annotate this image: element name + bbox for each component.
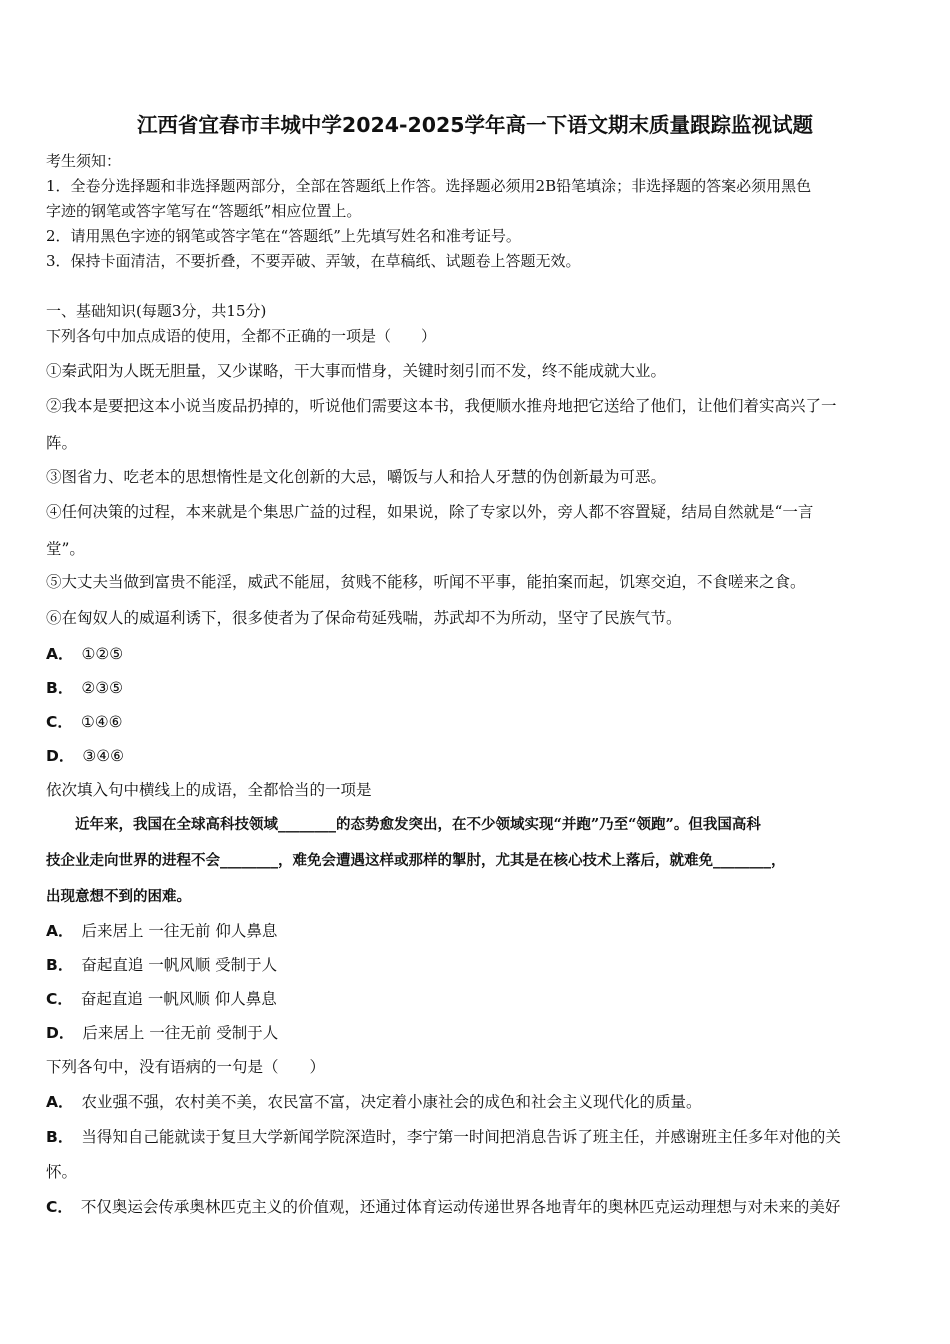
option-c[interactable] bbox=[46, 711, 916, 733]
question-line: ⑤大丈夫当做到富贵不能淫，威武不能屈，贫贱不能移，听闻不平事，能拍案而起，饥寒交迫，不食嗟来之食。 bbox=[46, 573, 806, 591]
option-text: 农业强不强，农村美不美，农民富不富，决定着小康社会的成色和社会主义现代化的质量。 bbox=[81, 1093, 702, 1111]
passage-line: 出现意想不到的困难。 bbox=[46, 888, 191, 905]
option-label: A． bbox=[46, 645, 74, 663]
question-line: ②我本是要把这本小说当废品扔掉的，听说他们需要这本书，我便顺水推舟地把它送给了他们，让他们着实高兴了一 bbox=[46, 397, 837, 415]
option-text: ①④⑥ bbox=[80, 713, 123, 731]
notice-heading: 考生须知： bbox=[46, 152, 122, 170]
option-b[interactable] bbox=[46, 954, 916, 976]
option-text: 后来居上 一往无前 仰人鼻息 bbox=[81, 922, 278, 940]
passage-line: 近年来，我国在全球高科技领域________的态势愈发突出，在不少领域实现“并跑”乃至“领跑”。但我国高科 bbox=[46, 816, 761, 833]
option-label: D． bbox=[46, 1024, 75, 1042]
option-b[interactable] bbox=[46, 677, 916, 699]
passage-line: 技企业走向世界的进程不会________，难免会遭遇这样或那样的掣肘，尤其是在核心技术上落后，就难免________， bbox=[46, 852, 786, 869]
option-a[interactable] bbox=[46, 920, 916, 942]
option-d[interactable] bbox=[46, 745, 916, 767]
notice-item: 1．全卷分选择题和非选择题两部分，全部在答题纸上作答。选择题必须用2B铅笔填涂；非选择题的答案必须用黑色 bbox=[46, 177, 812, 195]
option-c[interactable] bbox=[46, 988, 916, 1010]
question-line: ④任何决策的过程，本来就是个集思广益的过程，如果说，除了专家以外，旁人都不容置疑，结局自然就是“一言 bbox=[46, 503, 814, 521]
option-text: ①②⑤ bbox=[81, 645, 124, 663]
notice-item: 2．请用黑色字迹的钢笔或答字笔在“答题纸”上先填写姓名和准考证号。 bbox=[46, 227, 521, 245]
option-label: A． bbox=[46, 1093, 74, 1111]
option-label: C． bbox=[46, 713, 73, 731]
option-label: D． bbox=[46, 747, 75, 765]
notice-item: 字迹的钢笔或答字笔写在“答题纸”相应位置上。 bbox=[46, 202, 362, 220]
option-label: B． bbox=[46, 1128, 74, 1146]
question-line: ⑥在匈奴人的威逼利诱下，很多使者为了保命苟延残喘，苏武却不为所动，坚守了民族气节。 bbox=[46, 609, 682, 627]
page-title: 江西省宜春市丰城中学2024-2025学年高一下语文期末质量跟踪监视试题 bbox=[136, 113, 814, 137]
option-text: ②③⑤ bbox=[81, 679, 124, 697]
question-stem: 下列各句中加点成语的使用，全都不正确的一项是（ ） bbox=[46, 327, 437, 345]
option-text: 后来居上 一往无前 受制于人 bbox=[82, 1024, 279, 1042]
question-stem: 下列各句中，没有语病的一句是（ ） bbox=[46, 1058, 326, 1076]
option-continuation: 怀。 bbox=[46, 1163, 78, 1181]
question-line: ③图省力、吃老本的思想惰性是文化创新的大忌，嚼饭与人和拾人牙慧的伪创新最为可恶。 bbox=[46, 468, 667, 486]
option-text: ③④⑥ bbox=[82, 747, 125, 765]
option-text: 不仅奥运会传承奥林匹克主义的价值观，还通过体育运动传递世界各地青年的奥林匹克运动理想与对未来的美好 bbox=[80, 1198, 841, 1216]
section-heading: 一、基础知识(每题3分，共15分) bbox=[46, 302, 267, 320]
option-a[interactable] bbox=[46, 1091, 916, 1113]
option-label: A． bbox=[46, 922, 74, 940]
option-d[interactable] bbox=[46, 1022, 916, 1044]
option-b[interactable] bbox=[46, 1126, 916, 1148]
question-line: 阵。 bbox=[46, 434, 78, 452]
option-c[interactable] bbox=[46, 1196, 916, 1218]
option-label: B． bbox=[46, 956, 74, 974]
option-a[interactable] bbox=[46, 643, 916, 665]
option-label: C． bbox=[46, 1198, 73, 1216]
option-text: 奋起直追 一帆风顺 受制于人 bbox=[81, 956, 278, 974]
option-label: B． bbox=[46, 679, 74, 697]
option-label: C． bbox=[46, 990, 73, 1008]
question-line: 堂”。 bbox=[46, 540, 85, 558]
notice-item: 3．保持卡面清洁，不要折叠，不要弄破、弄皱，在草稿纸、试题卷上答题无效。 bbox=[46, 252, 581, 270]
question-stem: 依次填入句中横线上的成语，全都恰当的一项是 bbox=[46, 781, 372, 799]
option-text: 奋起直追 一帆风顺 仰人鼻息 bbox=[80, 990, 277, 1008]
option-text: 当得知自己能就读于复旦大学新闻学院深造时，李宁第一时间把消息告诉了班主任，并感谢班主任多年对他的关 bbox=[81, 1128, 841, 1146]
question-line: ①秦武阳为人既无胆量，又少谋略，干大事而惜身，关键时刻引而不发，终不能成就大业。 bbox=[46, 362, 667, 380]
